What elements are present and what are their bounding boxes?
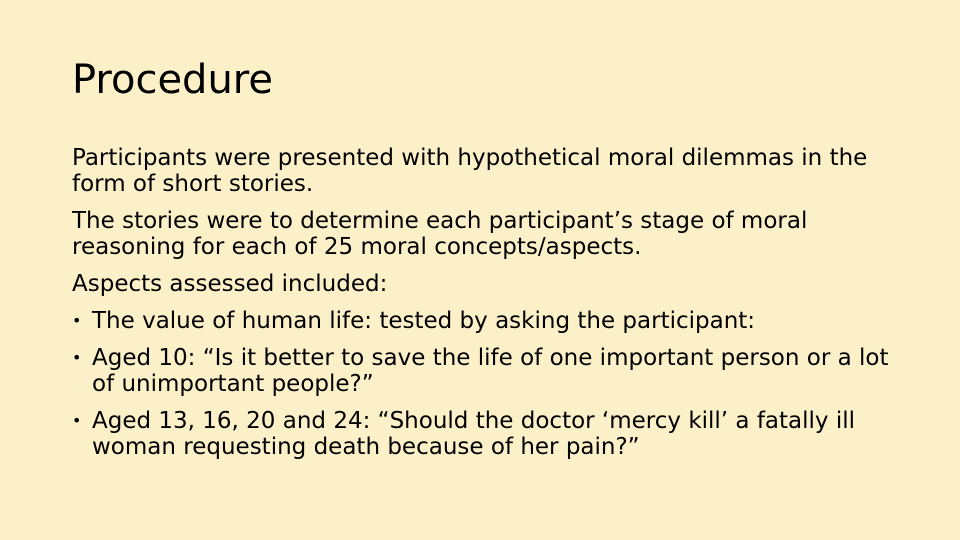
slide-title: Procedure — [72, 57, 273, 103]
bullet-item-text: The value of human life: tested by asking the participant: — [92, 308, 756, 334]
paragraph-participants: Participants were presented with hypothetical moral dilemmas in the form of short stories. — [72, 145, 868, 197]
paragraph-aspects: Aspects assessed included: — [72, 271, 388, 297]
bullet-item-aged-13-24 — [72, 408, 902, 460]
paragraph-stories: The stories were to determine each participant’s stage of moral reasoning for each of 25 moral concepts/aspects. — [72, 208, 808, 260]
bullet-item-text: Aged 10: “Is it better to save the life of one important person or a lot of unimportant people?” — [92, 345, 889, 397]
slide-body — [72, 145, 902, 471]
bullet-item-text: Aged 13, 16, 20 and 24: “Should the doctor ‘mercy kill’ a fatally ill woman requesting death because of her pain?” — [92, 408, 856, 460]
bullet-item-value-of-life — [72, 308, 902, 334]
bullet-point-icon: • — [72, 348, 82, 367]
bullet-item-aged-10 — [72, 345, 902, 397]
bullet-point-icon: • — [72, 411, 82, 430]
bullet-point-icon: • — [72, 311, 82, 330]
